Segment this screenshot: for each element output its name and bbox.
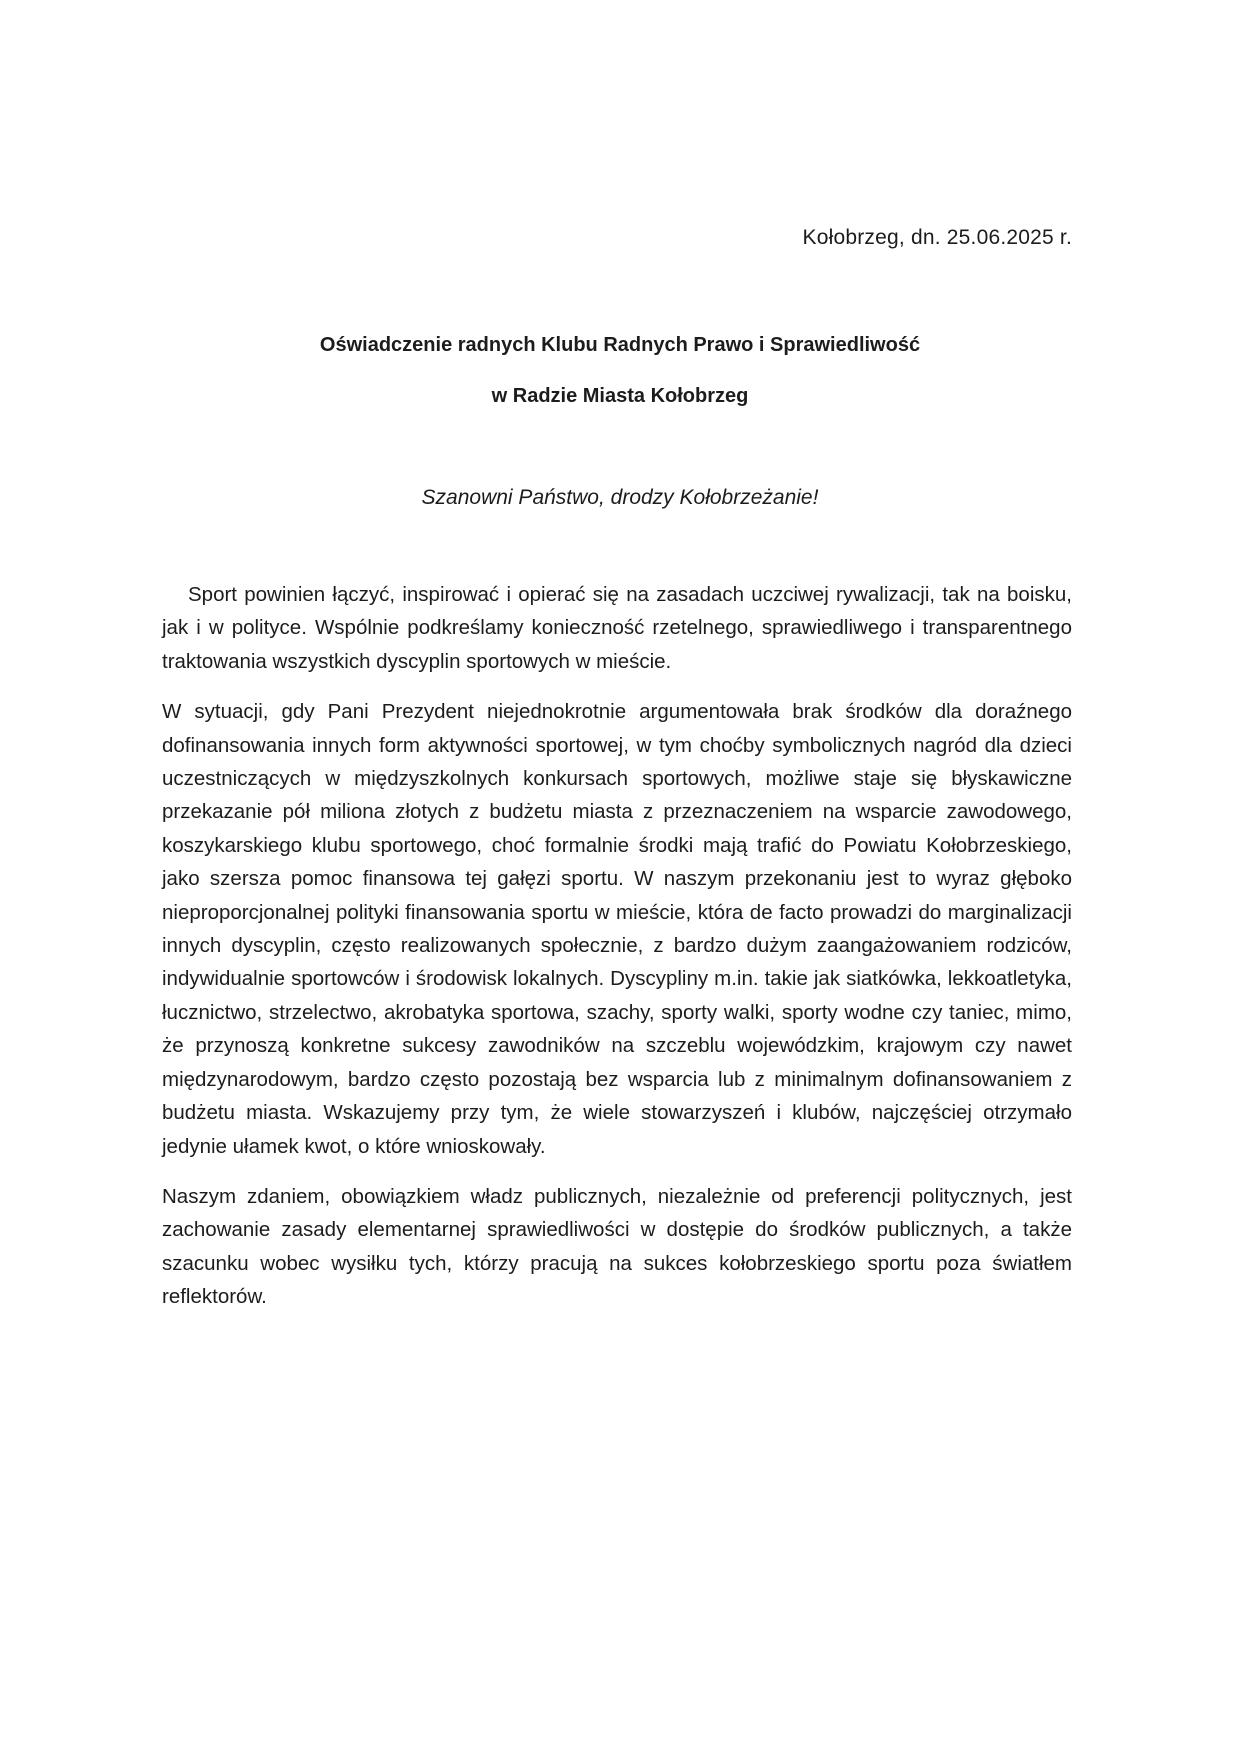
paragraph-2: W sytuacji, gdy Pani Prezydent niejednokrotnie argumentowała brak środków dla doraźnego dofinansowania innych form aktywności sportowej, w tym choćby symbolicznych nagród dla dzieci uczestniczących w międzyszkolnych konkursach sportowych, możliwe staje się błyskawiczne przekazanie pół miliona złotych z budżetu miasta z przeznaczeniem na wsparcie zawodowego, koszykarskiego klubu sportowego, choć formalnie środki mają trafić do Powiatu Kołobrzeskiego, jako szersza pomoc finansowa tej gałęzi sportu. W naszym przekonaniu jest to wyraz głęboko nieproporcjonalnej polityki finansowania sportu w mieście, która de facto prowadzi do marginalizacji innych dyscyplin, często realizowanych społecznie, z bardzo dużym zaangażowaniem rodziców, indywidualnie sportowców i środowisk lokalnych. Dyscypliny m.in. takie jak siatkówka, lekkoatletyka, łucznictwo, strzelectwo, akrobatyka sportowa, szachy, sporty walki, sporty wodne czy taniec, mimo, że przynoszą konkretne sukcesy zawodników na szczeblu wojewódzkim, krajowym czy nawet międzynarodowym, bardzo często pozostają bez wsparcia lub z minimalnym dofinansowaniem z budżetu miasta. Wskazujemy przy tym, że wiele stowarzyszeń i klubów, najczęściej otrzymało jedynie ułamek kwot, o które wnioskowały. — [162, 700, 1072, 1158]
paragraph-3: Naszym zdaniem, obowiązkiem władz publicznych, niezależnie od preferencji politycznych, jest zachowanie zasady elementarnej sprawiedliwości w dostępie do środków publicznych, a także szacunku wobec wysiłku tych, którzy pracują na sukces kołobrzeskiego sportu poza światłem reflektorów. — [162, 1184, 1072, 1309]
document-title-line-1: Oświadczenie radnych Klubu Radnych Prawo i Sprawiedliwość — [319, 334, 921, 356]
salutation: Szanowni Państwo, drodzy Kołobrzeżanie! — [421, 486, 819, 509]
place-date: Kołobrzeg, dn. 25.06.2025 r. — [802, 226, 1072, 249]
document-title-line-2: w Radzie Miasta Kołobrzeg — [491, 385, 749, 407]
statement-body — [162, 578, 1072, 1331]
paragraph-1: Sport powinien łączyć, inspirować i opierać się na zasadach uczciwej rywalizacji, tak na boisku, jak i w polityce. Wspólnie podkreślamy konieczność rzetelnego, sprawiedliwego i transparentnego traktowania wszystkich dyscyplin sportowych w mieście. — [162, 583, 1072, 673]
